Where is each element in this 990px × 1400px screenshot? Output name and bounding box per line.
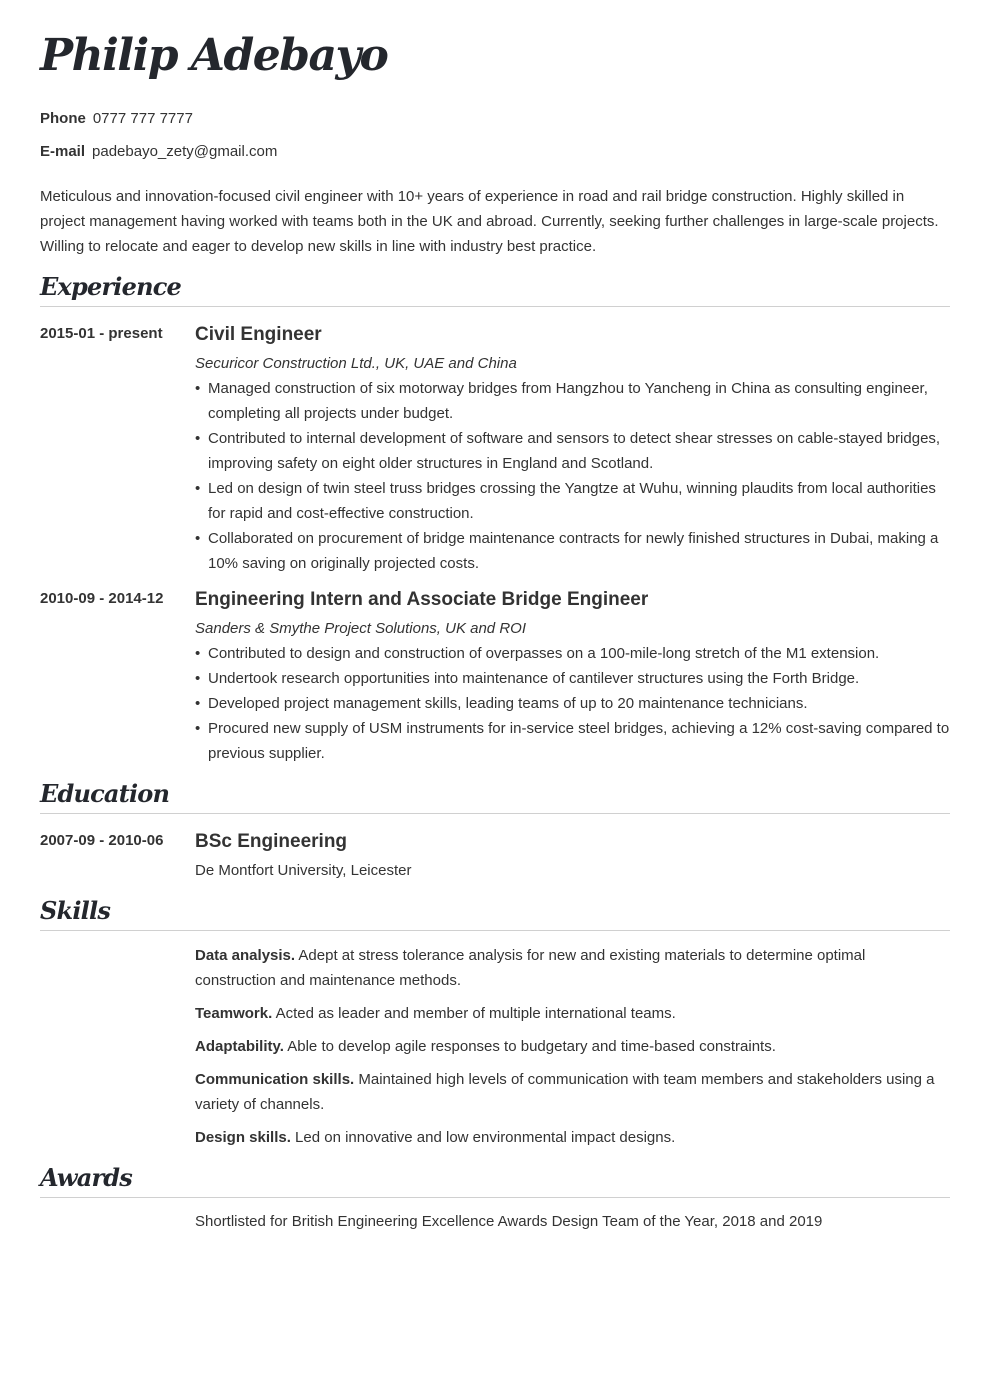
achievement-list	[195, 376, 950, 576]
award-item: Shortlisted for British Engineering Excellence Awards Design Team of the Year, 2018 and 2019	[195, 1213, 823, 1230]
skill-description: Acted as leader and member of multiple international teams.	[275, 1005, 676, 1022]
skill-item	[195, 943, 950, 993]
skill-description: Able to develop agile responses to budgetary and time-based constraints.	[287, 1038, 776, 1055]
skill-name: Teamwork.	[195, 1005, 273, 1022]
skill-item	[195, 1067, 950, 1117]
experience-entry	[40, 589, 950, 766]
job-title: Engineering Intern and Associate Bridge Engineer	[195, 589, 649, 610]
section-heading-skills: Skills	[40, 896, 950, 931]
list-item: • Collaborated on procurement of bridge maintenance contracts for newly finished structures in Dubai, making a 10% saving on originally projected costs.	[195, 526, 950, 576]
achievement-list	[195, 641, 950, 766]
company-name: Sanders & Smythe Project Solutions, UK and ROI	[195, 620, 526, 637]
phone-row	[40, 110, 193, 127]
candidate-name: Philip Adebayo	[40, 30, 388, 81]
company-name: Securicor Construction Ltd., UK, UAE and China	[195, 355, 517, 372]
education-dates: 2007-09 - 2010-06	[40, 832, 164, 849]
list-item: • Contributed to internal development of software and sensors to detect shear stresses on cable-stayed bridges, improving safety on eight older structures in England and Scotland.	[195, 426, 950, 476]
school-name: De Montfort University, Leicester	[195, 862, 412, 879]
education-entry	[40, 831, 950, 883]
list-item: • Procured new supply of USM instruments for in-service steel bridges, achieving a 12% cost-saving compared to previous supplier.	[195, 716, 950, 766]
list-item: • Managed construction of six motorway bridges from Hangzhou to Yancheng in China as consulting engineer, completing all projects under budget.	[195, 376, 950, 426]
skill-item	[195, 1001, 950, 1026]
skill-name: Design skills.	[195, 1129, 291, 1146]
profile-summary: Meticulous and innovation-focused civil engineer with 10+ years of experience in road and rail bridge construction. Highly skilled in project management having worked with teams both in the UK and abroad. Currently, seeking further challenges in large-scale projects. Willing to relocate and eager to develop new skills in line with industry best practice.	[40, 188, 939, 255]
experience-dates: 2010-09 - 2014-12	[40, 590, 164, 607]
section-heading-experience: Experience	[40, 272, 950, 307]
list-item: • Contributed to design and construction of overpasses on a 100-mile-long stretch of the M1 extension.	[195, 641, 950, 666]
list-item: • Developed project management skills, leading teams of up to 20 maintenance technicians.	[195, 691, 950, 716]
skill-name: Data analysis.	[195, 947, 296, 964]
email-label: E-mail	[40, 143, 86, 160]
skill-description: Adept at stress tolerance analysis for new and existing materials to determine optimal construction and maintenance methods.	[195, 947, 866, 989]
email-row	[40, 143, 277, 160]
list-item: • Undertook research opportunities into maintenance of cantilever structures using the Forth Bridge.	[195, 666, 950, 691]
skill-item	[195, 1034, 950, 1059]
skill-item	[195, 1125, 950, 1150]
job-title: Civil Engineer	[195, 324, 322, 345]
email-value: padebayo_zety@gmail.com	[92, 143, 278, 160]
section-heading-awards: Awards	[40, 1163, 950, 1198]
section-heading-education: Education	[40, 779, 950, 814]
experience-entry	[40, 324, 950, 576]
phone-value: 0777 777 7777	[92, 110, 193, 127]
skill-name: Communication skills.	[195, 1071, 355, 1088]
phone-label: Phone	[40, 110, 86, 127]
skill-description: Led on innovative and low environmental impact designs.	[295, 1129, 676, 1146]
skills-list	[40, 943, 950, 1158]
skill-description: Maintained high levels of communication with team members and stakeholders using a variety of channels.	[195, 1071, 935, 1113]
skill-name: Adaptability.	[195, 1038, 284, 1055]
list-item: • Led on design of twin steel truss bridges crossing the Yangtze at Wuhu, winning plaudits from local authorities for rapid and cost-effective construction.	[195, 476, 950, 526]
degree-title: BSc Engineering	[195, 831, 348, 852]
awards-list	[40, 1210, 950, 1234]
experience-dates: 2015-01 - present	[40, 325, 163, 342]
